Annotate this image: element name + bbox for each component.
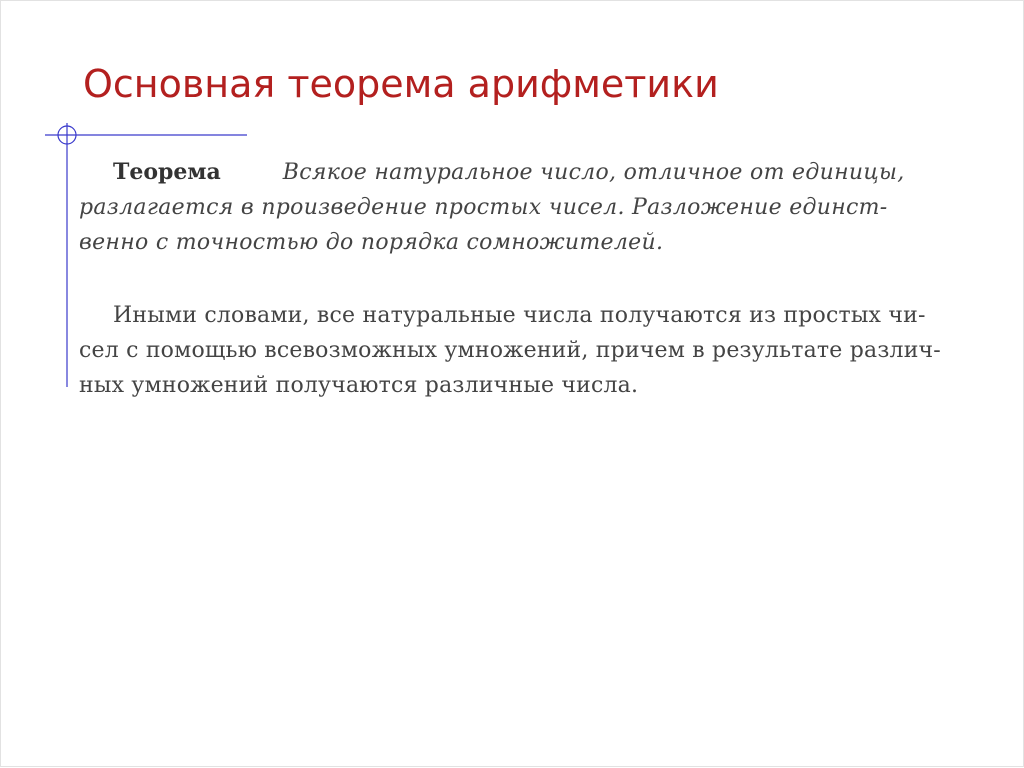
theorem-line-2: разлагается в произведение простых чисел. Разложение единст- xyxy=(79,195,888,220)
theorem-heading: Теорема xyxy=(113,159,221,185)
theorem-line-1 xyxy=(79,155,1019,190)
explanation-line-3: ных умножений получаются различные числа. xyxy=(79,373,639,398)
scanned-text xyxy=(79,155,1019,403)
theorem-text-1: Всякое натуральное число, отличное от единицы, xyxy=(282,160,905,185)
theorem-line-3: венно с точностью до порядка сомножителей. xyxy=(79,230,664,255)
explanation-text-1: Иными словами, все натуральные числа получаются из простых чи- xyxy=(113,303,926,328)
explanation-line-1 xyxy=(79,298,1019,333)
slide-title: Основная теорема арифметики xyxy=(83,62,719,106)
explanation-line-2: сел с помощью всевозможных умножений, причем в результате различ- xyxy=(79,338,941,363)
